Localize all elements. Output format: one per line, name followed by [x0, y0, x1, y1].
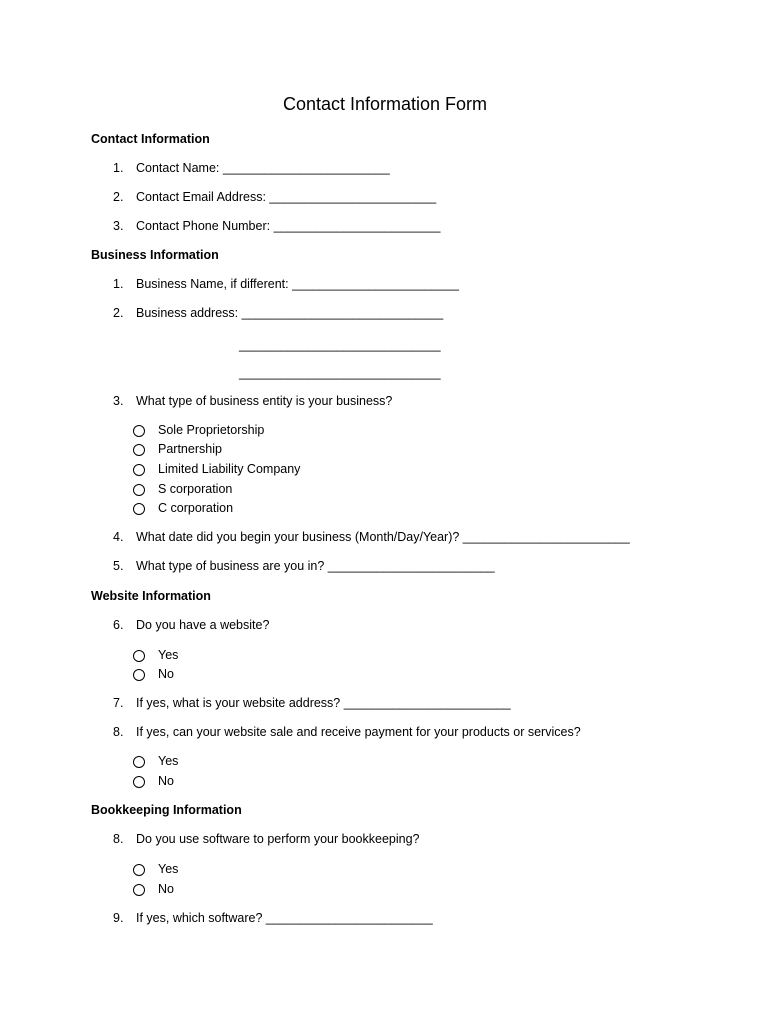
question-number: 1.: [113, 277, 124, 291]
business-type-field[interactable]: What type of business are you in? ________________________: [136, 559, 495, 573]
question-number: 3.: [113, 394, 124, 408]
option-label: Yes: [158, 862, 179, 876]
section-bookkeeping-heading: Bookkeeping Information: [91, 803, 242, 817]
radio-s-corporation[interactable]: [133, 484, 145, 496]
option-label: S corporation: [158, 482, 233, 496]
option-label: Yes: [158, 648, 179, 662]
option-label: No: [158, 882, 174, 896]
contact-name-field[interactable]: Contact Name: ________________________: [136, 161, 390, 175]
question-number: 7.: [113, 696, 124, 710]
question-number: 9.: [113, 911, 124, 925]
option-label: No: [158, 667, 174, 681]
question-number: 5.: [113, 559, 124, 573]
radio-payment-no[interactable]: [133, 776, 145, 788]
section-contact-heading: Contact Information: [91, 132, 210, 146]
radio-software-yes[interactable]: [133, 864, 145, 876]
business-start-date-field[interactable]: What date did you begin your business (Month/Day/Year)? ________________________: [136, 530, 630, 544]
has-website-question: Do you have a website?: [136, 618, 270, 632]
contact-phone-field[interactable]: Contact Phone Number: ________________________: [136, 219, 441, 233]
section-website-heading: Website Information: [91, 589, 211, 603]
question-number: 2.: [113, 306, 124, 320]
business-address-line-2[interactable]: _____________________________: [239, 338, 441, 352]
question-number: 1.: [113, 161, 124, 175]
business-address-line-3[interactable]: _____________________________: [239, 366, 441, 380]
section-business-heading: Business Information: [91, 248, 219, 262]
question-number: 4.: [113, 530, 124, 544]
website-address-field[interactable]: If yes, what is your website address? ________________________: [136, 696, 511, 710]
option-label: C corporation: [158, 501, 234, 515]
radio-software-no[interactable]: [133, 884, 145, 896]
radio-llc[interactable]: [133, 464, 145, 476]
question-number: 2.: [113, 190, 124, 204]
radio-sole-proprietorship[interactable]: [133, 425, 145, 437]
website-payment-question: If yes, can your website sale and receive payment for your products or services?: [136, 725, 581, 739]
contact-email-field[interactable]: Contact Email Address: ________________________: [136, 190, 437, 204]
option-label: Limited Liability Company: [158, 462, 301, 476]
question-number: 3.: [113, 219, 124, 233]
question-number: 8.: [113, 725, 124, 739]
radio-website-yes[interactable]: [133, 650, 145, 662]
option-label: No: [158, 774, 174, 788]
bookkeeping-software-question: Do you use software to perform your bookkeeping?: [136, 832, 420, 846]
entity-type-question: What type of business entity is your business?: [136, 394, 393, 408]
which-software-field[interactable]: If yes, which software? ________________________: [136, 911, 433, 925]
business-address-field[interactable]: Business address: _____________________________: [136, 306, 444, 320]
business-name-field[interactable]: Business Name, if different: ________________________: [136, 277, 459, 291]
question-number: 6.: [113, 618, 124, 632]
radio-website-no[interactable]: [133, 669, 145, 681]
radio-c-corporation[interactable]: [133, 503, 145, 515]
radio-partnership[interactable]: [133, 444, 145, 456]
question-number: 8.: [113, 832, 124, 846]
option-label: Partnership: [158, 442, 222, 456]
radio-payment-yes[interactable]: [133, 756, 145, 768]
option-label: Sole Proprietorship: [158, 423, 265, 437]
page-title: Contact Information Form: [282, 94, 488, 114]
option-label: Yes: [158, 754, 179, 768]
